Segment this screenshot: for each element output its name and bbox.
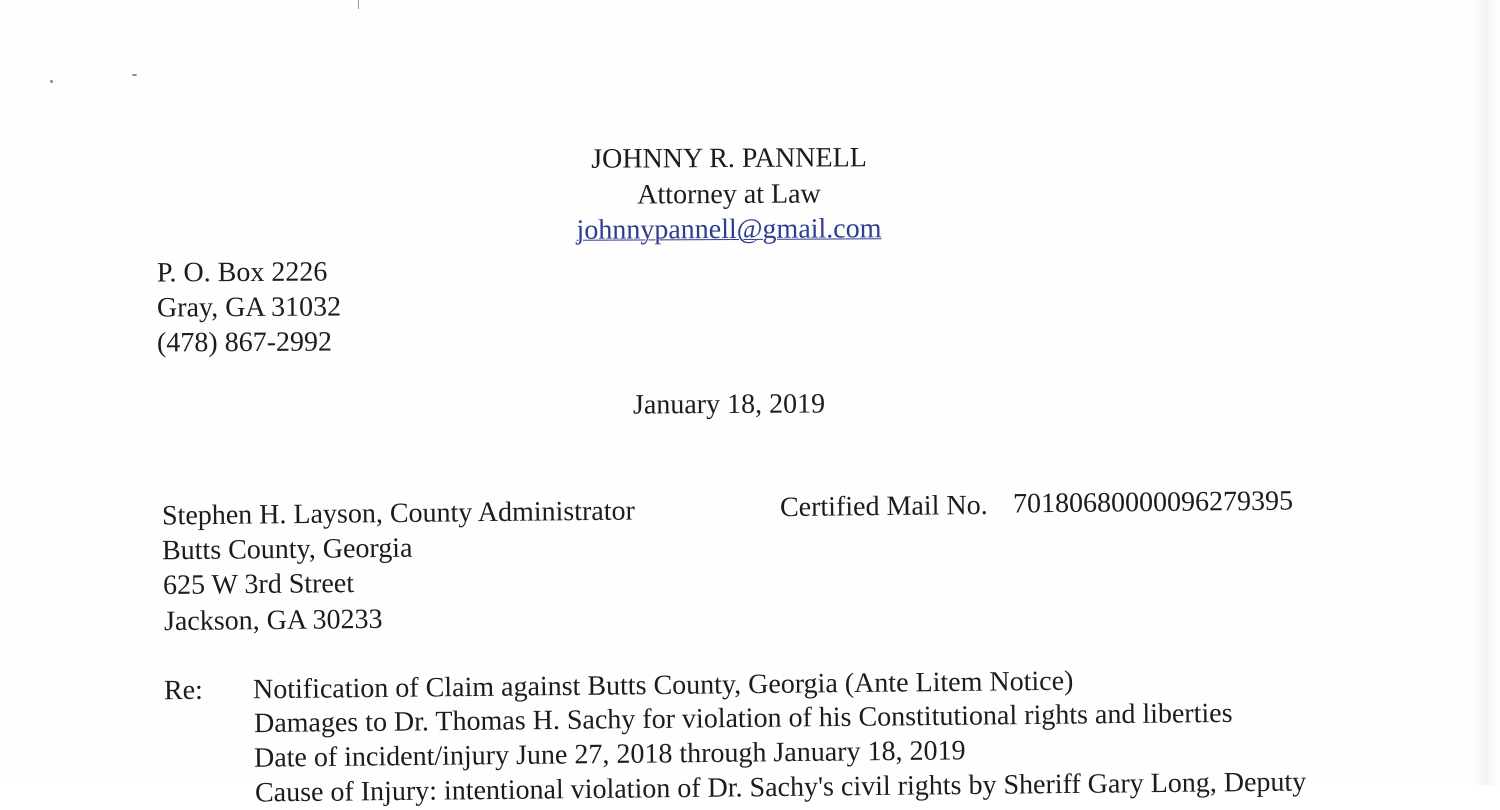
letterhead-title: Attorney at Law — [637, 178, 821, 211]
sender-address-line1: P. O. Box 2226 — [156, 256, 328, 289]
re-line: Cause of Injury: intentional violation of Dr. Sachy's civil rights by Sheriff Gary Long, Deputy — [254, 766, 1307, 809]
recipient-line4: Jackson, GA 30233 — [163, 603, 383, 638]
re-line: Date of incident/injury June 27, 2018 through January 18, 2019 — [253, 735, 966, 774]
letter-date: January 18, 2019 — [632, 388, 826, 421]
re-line: Damages to Dr. Thomas H. Sachy for violation of his Constitutional rights and liberties — [253, 697, 1233, 740]
certified-mail-label: Certified Mail No. — [779, 489, 988, 524]
re-line: Notification of Claim against Butts County, Georgia (Ante Litem Notice) — [252, 665, 1074, 706]
recipient-line1: Stephen H. Layson, County Administrator — [161, 495, 636, 532]
scan-shadow-edge — [1474, 0, 1500, 785]
recipient-line3: 625 W 3rd Street — [162, 568, 355, 601]
sender-phone: (478) 867-2992 — [156, 326, 333, 359]
letterhead-name: JOHNNY R. PANNELL — [591, 142, 867, 175]
scan-speck — [132, 74, 137, 76]
scan-mark — [358, 0, 359, 9]
letterhead-email-link[interactable]: johnnypannell@gmail.com — [576, 213, 882, 246]
recipient-line2: Butts County, Georgia — [161, 532, 413, 567]
sender-address-line2: Gray, GA 31032 — [156, 291, 342, 324]
certified-mail-number: 70180680000096279395 — [1012, 485, 1294, 520]
re-label: Re: — [163, 674, 204, 707]
scan-speck — [50, 80, 53, 83]
